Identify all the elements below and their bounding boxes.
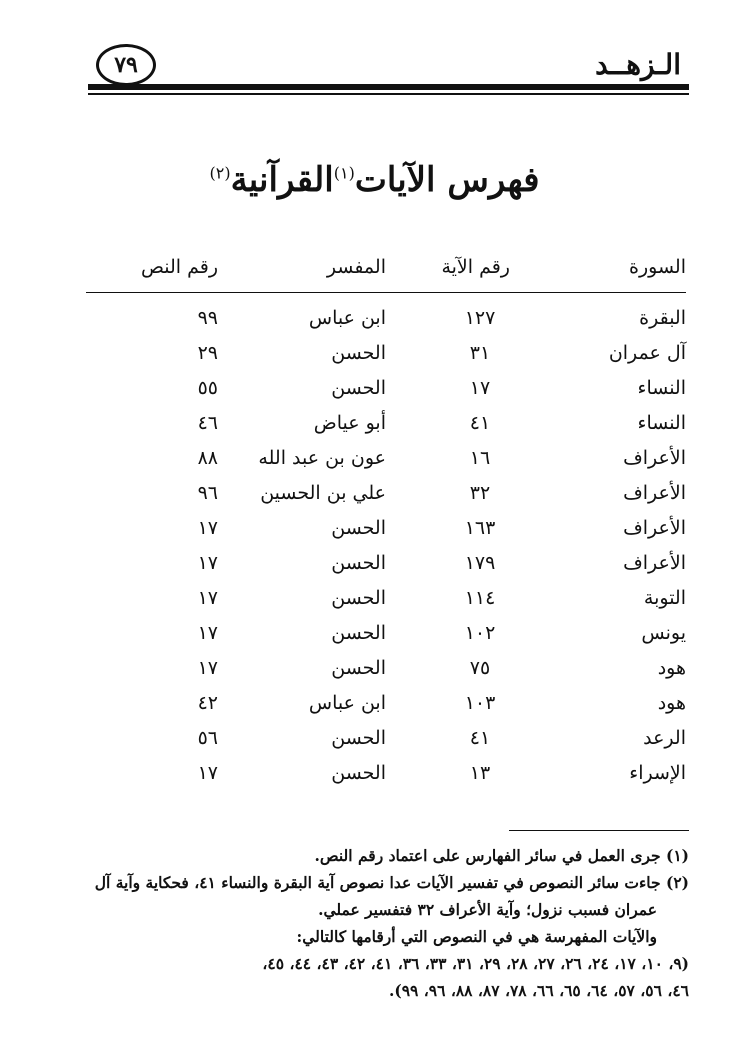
- cell-ayah: ٧٥: [469, 657, 491, 679]
- table-row: [86, 548, 686, 583]
- table-header-rule: [86, 292, 686, 293]
- cell-nass: ٤٦: [197, 412, 218, 434]
- title-footnote-mark-1: (١): [333, 163, 355, 183]
- cell-mufassir: ابن عباس: [308, 692, 386, 714]
- cell-ayah: ١٦: [469, 447, 491, 469]
- table-row: [86, 408, 686, 443]
- table-body: [86, 303, 686, 793]
- header-nass: رقم النص: [140, 256, 218, 278]
- footnote-2-line-3: والآيات المفهرسة هي في النصوص التي أرقامها كالتالي:: [296, 927, 657, 946]
- footnote-2-line-5: ٤٦، ٥٦، ٥٧، ٦٤، ٦٥، ٦٦، ٧٨، ٨٧، ٨٨، ٩٦، ٩٩).: [388, 981, 689, 1000]
- header-rule-thick: [88, 84, 689, 90]
- cell-ayah: ١١٤: [464, 587, 496, 609]
- cell-surah: النساء: [637, 377, 686, 399]
- cell-mufassir: الحسن: [331, 342, 386, 364]
- cell-surah: البقرة: [639, 307, 686, 329]
- cell-surah: يونس: [641, 622, 686, 644]
- cell-ayah: ٤١: [469, 727, 491, 749]
- cell-mufassir: الحسن: [331, 517, 386, 539]
- running-head: الـزهــد: [595, 48, 681, 81]
- table-row: [86, 688, 686, 723]
- footnote-1: (١) جرى العمل في سائر الفهارس على اعتماد رقم النص.: [314, 846, 689, 865]
- cell-mufassir: الحسن: [331, 657, 386, 679]
- cell-ayah: ١٧٩: [464, 552, 496, 574]
- cell-surah: الإسراء: [629, 762, 686, 784]
- cell-nass: ١٧: [197, 657, 218, 679]
- cell-mufassir: ابن عباس: [308, 307, 386, 329]
- cell-nass: ١٧: [197, 587, 218, 609]
- cell-ayah: ٤١: [469, 412, 491, 434]
- footnote-2-line-1: (٢) جاءت سائر النصوص في تفسير الآيات عدا نصوص آية البقرة والنساء ٤١، فحكاية وآية آل: [94, 873, 689, 892]
- cell-nass: ١٧: [197, 622, 218, 644]
- cell-nass: ٥٥: [197, 377, 218, 399]
- cell-mufassir: عون بن عبد الله: [258, 447, 386, 469]
- table-row: [86, 758, 686, 793]
- table-row: [86, 338, 686, 373]
- cell-surah: الرعد: [643, 727, 686, 749]
- verses-index-table: [86, 252, 686, 793]
- header-surah: السورة: [629, 256, 686, 278]
- title-part-1: فهرس الآيات: [354, 160, 540, 200]
- table-header-row: [86, 252, 686, 292]
- cell-ayah: ١٦٣: [464, 517, 496, 539]
- cell-nass: ٤٢: [197, 692, 218, 714]
- cell-mufassir: أبو عياض: [313, 412, 386, 434]
- cell-surah: آل عمران: [608, 342, 686, 364]
- footnote-separator: [509, 830, 689, 831]
- cell-surah: الأعراف: [623, 447, 686, 469]
- table-row: [86, 478, 686, 513]
- cell-mufassir: الحسن: [331, 587, 386, 609]
- cell-nass: ١٧: [197, 762, 218, 784]
- table-row: [86, 723, 686, 758]
- cell-ayah: ٣١: [469, 342, 491, 364]
- cell-ayah: ١٣: [469, 762, 491, 784]
- cell-surah: الأعراف: [623, 552, 686, 574]
- cell-surah: الأعراف: [623, 517, 686, 539]
- header-mufassir: المفسر: [326, 256, 386, 278]
- cell-nass: ١٧: [197, 552, 218, 574]
- cell-nass: ٩٦: [197, 482, 218, 504]
- cell-surah: الأعراف: [623, 482, 686, 504]
- page-title: [120, 160, 629, 200]
- cell-nass: ١٧: [197, 517, 218, 539]
- cell-surah: هود: [657, 657, 686, 679]
- cell-ayah: ٣٢: [469, 482, 491, 504]
- table-row: [86, 373, 686, 408]
- title-part-2: القرآنية: [230, 160, 334, 200]
- cell-nass: ٩٩: [197, 307, 218, 329]
- footnotes: [86, 842, 689, 1004]
- table-row: [86, 618, 686, 653]
- cell-surah: النساء: [637, 412, 686, 434]
- cell-ayah: ١٢٧: [464, 307, 496, 329]
- cell-mufassir: الحسن: [331, 762, 386, 784]
- table-row: [86, 443, 686, 478]
- header-rule-thin: [88, 93, 689, 95]
- cell-ayah: ١٠٢: [464, 622, 496, 644]
- cell-nass: ٨٨: [197, 447, 218, 469]
- cell-mufassir: الحسن: [331, 552, 386, 574]
- table-row: [86, 653, 686, 688]
- cell-nass: ٥٦: [197, 727, 218, 749]
- header-ayah: رقم الآية: [441, 256, 510, 278]
- cell-ayah: ١٠٣: [464, 692, 496, 714]
- table-row: [86, 303, 686, 338]
- cell-mufassir: علي بن الحسين: [260, 482, 386, 504]
- cell-ayah: ١٧: [469, 377, 491, 399]
- title-footnote-mark-2: (٢): [209, 163, 231, 183]
- table-row: [86, 513, 686, 548]
- cell-mufassir: الحسن: [331, 727, 386, 749]
- cell-mufassir: الحسن: [331, 622, 386, 644]
- cell-nass: ٢٩: [197, 342, 218, 364]
- table-row: [86, 583, 686, 618]
- page-number: ٧٩: [96, 44, 156, 86]
- cell-mufassir: الحسن: [331, 377, 386, 399]
- footnote-2-line-2: عمران فسبب نزول؛ وآية الأعراف ٣٢ فتفسير عملي.: [318, 900, 657, 919]
- footnote-2-line-4: (٩، ١٠، ١٧، ٢٤، ٢٦، ٢٧، ٢٨، ٢٩، ٣١، ٣٣، ٣٦، ٤١، ٤٢، ٤٣، ٤٤، ٤٥،: [262, 954, 689, 973]
- cell-surah: هود: [657, 692, 686, 714]
- cell-surah: التوبة: [643, 587, 686, 609]
